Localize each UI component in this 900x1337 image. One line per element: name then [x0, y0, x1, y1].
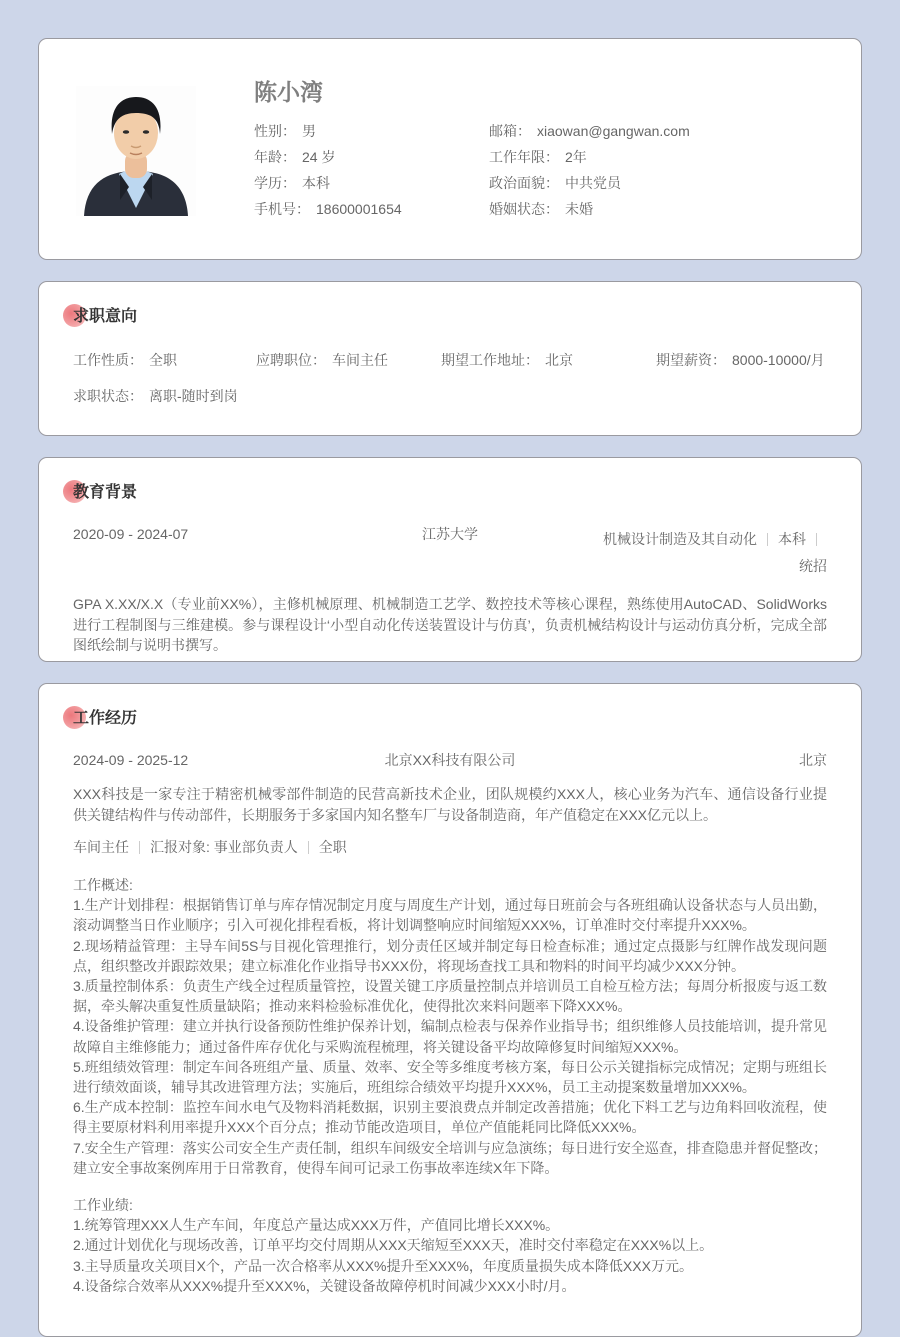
field-job-status [73, 389, 827, 404]
report-to: 汇报对象: 事业部负责人 [150, 839, 298, 855]
work-period: 2024-09 - 2025-12 [73, 752, 189, 768]
profile-photo [76, 86, 196, 216]
achievement-item: 2.通过计划优化与现场改善，订单平均交付周期从XXX天缩短至XXX天，准时交付率稳定在XXX%以上。 [73, 1237, 714, 1254]
overview-item: 7.安全生产管理：落实公司安全生产责任制，组织车间级安全培训与应急演练；每日进行安全巡查，排查隐患并督促整改；建立安全事故案例库用于日常教育，使得车间可记录工伤事故率连续X年下降。 [73, 1139, 827, 1176]
profile-card [38, 38, 862, 260]
job-intention-card [38, 281, 862, 436]
field-job-nature [73, 353, 256, 368]
field-value: 本科 [302, 175, 330, 191]
job-type: 全职 [318, 839, 347, 855]
field-label: 应聘职位： [256, 352, 326, 368]
field-value: 2年 [565, 149, 587, 165]
section-header-job-intention [73, 308, 827, 326]
section-header-education [73, 484, 827, 502]
achievement-label: 工作业绩: [73, 1197, 133, 1214]
section-header-work-experience [73, 710, 827, 728]
overview-item: 5.班组绩效管理：制定车间各班组产量、质量、效率、安全等多维度考核方案，每日公示关键指标完成情况；定期与班组长进行绩效面谈，辅导其改进管理方法；实施后，班组综合绩效平均提升XXX%，员工主动提案数量增加XXX%。 [73, 1058, 827, 1096]
field-phone [254, 202, 489, 216]
field-age [254, 150, 489, 164]
job-intention-row [73, 353, 827, 368]
overview-item: 4.设备维护管理：建立并执行设备预防性维护保养计划，编制点检表与保养作业指导书；组织维修人员技能培训，提升常见故障自主维修能力；通过备件库存优化与采购流程梳理，将关键设备平均故障修复时间缩短XXX%。 [73, 1018, 827, 1055]
position-row [73, 838, 827, 856]
separator [816, 533, 817, 546]
field-label: 学历： [254, 175, 296, 191]
field-marital-status [489, 202, 827, 216]
overview-item: 3.质量控制体系：负责生产线全过程质量管控，设置关键工序质量控制点并培训员工自检互检方法；每周分析报废与返工数据，牵头解决重复性质量缺陷；推动来料检验标准优化，使得批次来料问题率下降XXX%。 [73, 978, 827, 1015]
achievement-item: 4.设备综合效率从XXX%提升至XXX%，关键设备故障停机时间减少XXX小时/月。 [73, 1277, 576, 1294]
field-label: 性别： [254, 123, 296, 139]
field-expected-salary [656, 353, 825, 368]
work-company: 北京XX科技有限公司 [384, 752, 516, 768]
field-label: 婚姻状态： [489, 201, 559, 217]
field-value: 全职 [149, 352, 177, 368]
overview-item: 1.生产计划排程：根据销售订单与库存情况制定月度与周度生产计划，通过每日班前会与各班组确认设备状态与人员出勤，滚动调整当日作业顺序；引入可视化排程看板，将计划调整响应时间缩短XXX%，订单准时交付率提升XXX%。 [73, 897, 827, 934]
separator [308, 841, 309, 854]
field-value: 中共党员 [565, 175, 621, 191]
work-experience-card [38, 683, 862, 1337]
overview-item: 2.现场精益管理：主导车间5S与目视化管理推行，划分责任区域并制定每日检查标准；通过定点摄影与红牌作战发现问题点，组织整改并跟踪效果；建立标准化作业指导书XXX份，将现场查找工具和物料的时间平均减少XXX分钟。 [73, 937, 827, 974]
education-meta-row [73, 526, 827, 580]
overview-label: 工作概述: [73, 877, 133, 893]
edu-admission-type: 统招 [799, 558, 827, 574]
section-title: 教育背景 [73, 484, 138, 501]
field-email [489, 124, 827, 138]
education-card [38, 457, 862, 662]
field-expected-location [441, 353, 656, 368]
edu-major-block [591, 526, 827, 580]
profile-fields [254, 124, 827, 216]
work-achievements [73, 1195, 827, 1296]
field-label: 工作年限： [489, 149, 559, 165]
profile-info [254, 79, 827, 259]
edu-description: GPA X.XX/X.X（专业前XX%），主修机械原理、机械制造工艺学、数控技术等核心课程，熟练使用AutoCAD、SolidWorks进行工程制图与三维建模。参与课程设计‘小型自动化传送装置设计与仿真’，负责机械结构设计与运动仿真分析，完成全部图纸绘制与说明书撰写。 [73, 596, 827, 653]
field-label: 政治面貌： [489, 175, 559, 191]
field-label: 期望薪资： [656, 352, 726, 368]
section-title: 工作经历 [73, 710, 138, 727]
field-label: 邮箱： [489, 123, 531, 139]
field-political-status [489, 176, 827, 190]
field-value: 24 岁 [302, 149, 336, 165]
separator [767, 533, 768, 546]
field-value: 离职-随时到岗 [149, 388, 238, 404]
field-target-position [256, 353, 441, 368]
edu-school: 江苏大学 [422, 526, 478, 542]
achievement-item: 1.统筹管理XXX人生产车间，年度总产量达成XXX万件，产值同比增长XXX%。 [73, 1217, 560, 1234]
edu-degree: 本科 [778, 531, 806, 547]
field-value: 未婚 [565, 201, 593, 217]
company-intro: XXX科技是一家专注于精密机械零部件制造的民营高新技术企业，团队规模约XXX人，核心业务为汽车、通信设备行业提供关键结构件与传动部件，长期服务于多家国内知名整车厂与设备制造商，年产值稳定在XXX亿元以上。 [73, 786, 827, 823]
resume-page [0, 38, 900, 1313]
position-title: 车间主任 [73, 839, 129, 855]
field-value: 车间主任 [332, 352, 388, 368]
field-label: 年龄： [254, 149, 296, 165]
work-meta-row [73, 752, 827, 769]
field-label: 手机号： [254, 201, 310, 217]
field-label: 工作性质： [73, 352, 143, 368]
candidate-name: 陈小湾 [254, 79, 323, 105]
work-location: 北京 [799, 752, 827, 768]
overview-item: 6.生产成本控制：监控车间水电气及物料消耗数据，识别主要浪费点并制定改善措施；优化下料工艺与边角料回收流程，使得主要原材料利用率提升XXX个百分点；推动节能改造项目，单位产值能耗同比降低XXX%。 [73, 1099, 827, 1136]
field-value: 8000-10000/月 [732, 352, 825, 368]
field-value: 男 [302, 123, 316, 139]
edu-major: 机械设计制造及其自动化 [603, 531, 757, 547]
section-title: 求职意向 [73, 308, 138, 325]
field-label: 求职状态： [73, 388, 143, 404]
field-work-years [489, 150, 827, 164]
work-overview [73, 875, 827, 1178]
field-value: 北京 [545, 352, 573, 368]
edu-period: 2020-09 - 2024-07 [73, 526, 189, 542]
achievement-item: 3.主导质量攻关项目X个，产品一次合格率从XXX%提升至XXX%，年度质量损失成本降低XXX万元。 [73, 1257, 693, 1274]
field-value: xiaowan@gangwan.com [537, 123, 690, 139]
field-education [254, 176, 489, 190]
field-value: 18600001654 [316, 201, 402, 217]
field-label: 期望工作地址： [441, 352, 539, 368]
field-gender [254, 124, 489, 138]
separator [139, 841, 140, 854]
